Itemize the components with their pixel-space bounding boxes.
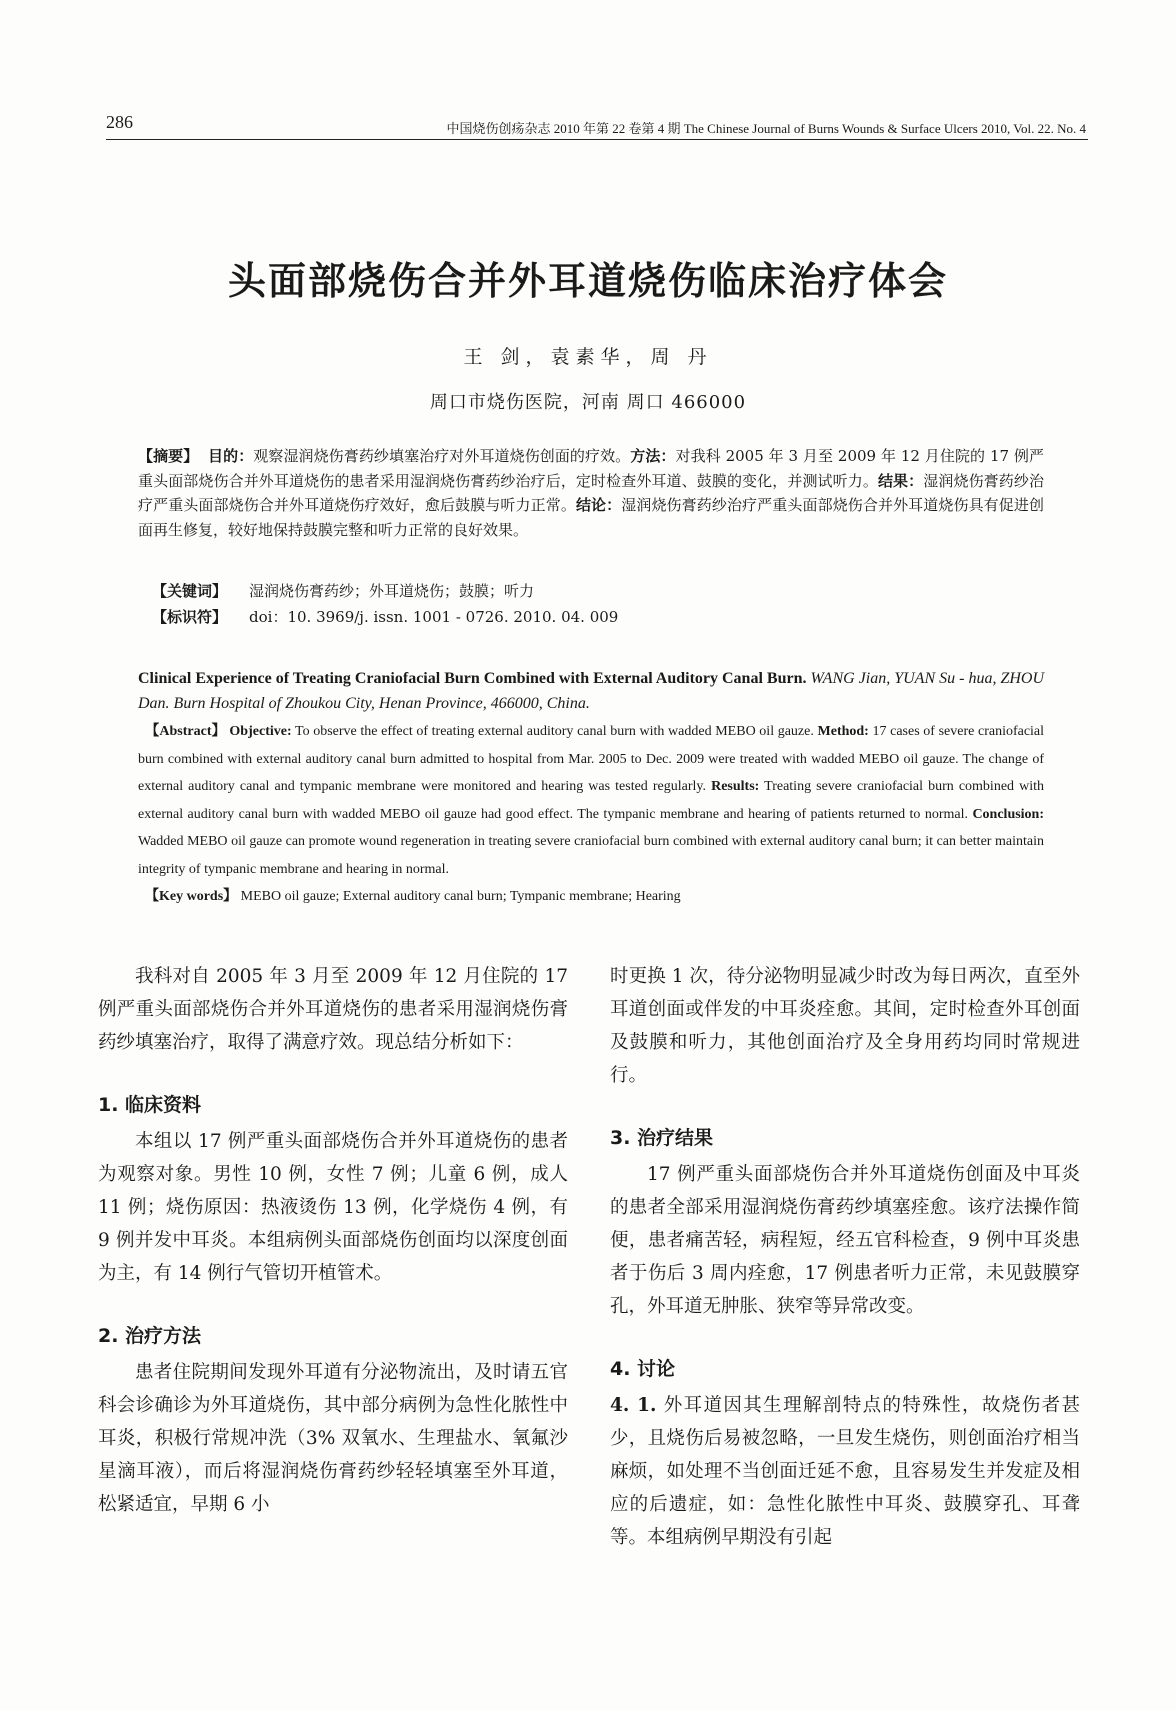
- abstract-cn: [138, 444, 1044, 542]
- header-rule: [106, 139, 1088, 140]
- section-3-text: 17 例严重头面部烧伤合并外耳道烧伤创面及中耳炎的患者全部采用湿润烧伤膏药纱填塞痊愈。该疗法操作简便，患者痛苦轻，病程短，经五官科检查，9 例中耳炎患者于伤后 3 周内痊愈，17 例患者听力正常，未见鼓膜穿孔，外耳道无肿胀、狭窄等异常改变。: [610, 1164, 1080, 1317]
- abstract-cn-results-label: 结果：: [877, 471, 924, 490]
- english-title-block: [138, 666, 1044, 716]
- keywords-cn-label: 【关键词】: [152, 582, 228, 600]
- keywords-en: MEBO oil gauze; External auditory canal burn; Tympanic membrane; Hearing: [240, 889, 681, 904]
- keywords-cn: 湿润烧伤膏药纱；外耳道烧伤；鼓膜；听力: [249, 582, 535, 600]
- identifier: doi：10. 3969/j. issn. 1001 - 0726. 2010. 04. 009: [249, 608, 619, 626]
- abstract-en-conclusion: Wadded MEBO oil gauze can promote wound regeneration in treating severe craniofacial burn combined with external auditory canal burn; it can better maintain integrity of tympanic membrane and hearing in normal.: [138, 834, 1044, 877]
- section-2-continued: 时更换 1 次，待分泌物明显减少时改为每日两次，直至外耳道创面或伴发的中耳炎痊愈。其间，定时检查外耳创面及鼓膜和听力，其他创面治疗及全身用药均同时常规进行。: [610, 966, 1080, 1086]
- english-title: Clinical Experience of Treating Craniofacial Burn Combined with External Auditory Canal Burn.: [138, 670, 807, 687]
- section-2-heading: 2. 治疗方法: [98, 1325, 202, 1347]
- article-authors: 王 剑，袁素华，周 丹: [463, 346, 713, 368]
- body-left-column: [98, 960, 568, 1521]
- abstract-en-method-label: Method:: [817, 724, 869, 739]
- section-4-1-label: 4. 1.: [610, 1395, 657, 1416]
- identifier-label: 【标识符】: [152, 608, 228, 626]
- abstract-cn-objective-label: 目的：: [208, 447, 254, 465]
- abstract-cn-method: 对我科 2005 年 3 月至 2009 年 12 月住院的 17 例严重头面部烧伤合并外耳道烧伤的患者采用湿润烧伤膏药纱治疗后，定时检查外耳道、鼓膜的变化，并测试听力。: [138, 447, 1044, 490]
- english-authors: WANG Jian, YUAN Su - hua, ZHOU Dan. Burn Hospital of Zhoukou City, Henan Province, 466000, China.: [138, 670, 1045, 712]
- abstract-cn-conclusion: 湿润烧伤膏药纱治疗严重头面部烧伤合并外耳道烧伤具有促进创面再生修复，较好地保持鼓膜完整和听力正常的良好效果。: [138, 496, 1044, 539]
- identifier-row: [152, 606, 618, 627]
- section-3-heading: 3. 治疗结果: [610, 1127, 714, 1149]
- page-number: 286: [106, 112, 133, 132]
- article-affiliation: 周口市烧伤医院，河南 周口 466000: [429, 392, 747, 413]
- keywords-en-label: 【Key words】: [145, 889, 238, 904]
- section-2-text: 患者住院期间发现外耳道有分泌物流出，及时请五官科会诊确诊为外耳道烧伤，其中部分病例为急性化脓性中耳炎，积极行常规冲洗（3% 双氧水、生理盐水、氧氟沙星滴耳液），而后将湿润烧伤膏药纱轻轻填塞至外耳道，松紧适宜，早期 6 小: [98, 1362, 568, 1515]
- abstract-cn-results: 湿润烧伤膏药纱治疗严重头面部烧伤合并外耳道烧伤疗效好，愈后鼓膜与听力正常。: [138, 471, 1044, 514]
- abstract-en-objective: To observe the effect of treating external auditory canal burn with wadded MEBO oil gauze.: [295, 724, 814, 739]
- abstract-en-results-label: Results:: [711, 779, 760, 794]
- section-1-heading: 1. 临床资料: [98, 1094, 202, 1116]
- abstract-cn-label: 【摘要】: [138, 447, 199, 465]
- abstract-en-method: 17 cases of severe craniofacial burn combined with external auditory canal burn admitted to hospital from Mar. 2005 to Dec. 2009 were treated with wadded MEBO oil gauze. The change of external auditory canal and tympanic membrane were monitored and hearing was tested regularly.: [138, 724, 1045, 794]
- section-1-text: 本组以 17 例严重头面部烧伤合并外耳道烧伤的患者为观察对象。男性 10 例，女性 7 例；儿童 6 例，成人 11 例；烧伤原因：热液烫伤 13 例，化学烧伤 4 例，有 9 例并发中耳炎。本组病例头面部烧伤创面均以深度创面为主，有 14 例行气管切开植管术。: [98, 1131, 568, 1284]
- abstract-en-objective-label: Objective:: [229, 724, 292, 739]
- body-right-column: [610, 960, 1080, 1554]
- section-4-heading: 4. 讨论: [610, 1358, 676, 1380]
- abstract-en-label: 【Abstract】: [145, 724, 226, 739]
- section-4-1-paragraph: [610, 1389, 1080, 1554]
- keywords-cn-row: [152, 580, 534, 601]
- abstract-en-conclusion-label: Conclusion:: [972, 806, 1045, 822]
- section-4-1-text: 外耳道因其生理解剖特点的特殊性，故烧伤者甚少，且烧伤后易被忽略，一旦发生烧伤，则创面治疗相当麻烦，如处理不当创面迁延不愈，且容易发生并发症及相应的后遗症，如：急性化脓性中耳炎、鼓膜穿孔、耳聋等。本组病例早期没有引起: [610, 1395, 1080, 1548]
- abstract-en: [138, 718, 1044, 911]
- running-header: 中国烧伤创疡杂志 2010 年第 22 卷第 4 期 The Chinese Journal of Burns Wounds & Surface Ulcers 2010, Vol. 22. No. 4: [446, 121, 1086, 136]
- abstract-en-results: Treating severe craniofacial burn combined with external auditory canal burn with wadded MEBO oil gauze had good effect. The tympanic membrane and hearing of patients returned to normal.: [138, 779, 1044, 822]
- article-title: 头面部烧伤合并外耳道烧伤临床治疗体会: [227, 259, 948, 303]
- abstract-cn-method-label: 方法：: [630, 447, 676, 465]
- intro-paragraph: 我科对自 2005 年 3 月至 2009 年 12 月住院的 17 例严重头面部烧伤合并外耳道烧伤的患者采用湿润烧伤膏药纱填塞治疗，取得了满意疗效。现总结分析如下：: [98, 966, 568, 1053]
- abstract-cn-objective: 观察湿润烧伤膏药纱填塞治疗对外耳道烧伤创面的疗效。: [253, 447, 631, 465]
- abstract-cn-conclusion-label: 结论：: [575, 496, 622, 514]
